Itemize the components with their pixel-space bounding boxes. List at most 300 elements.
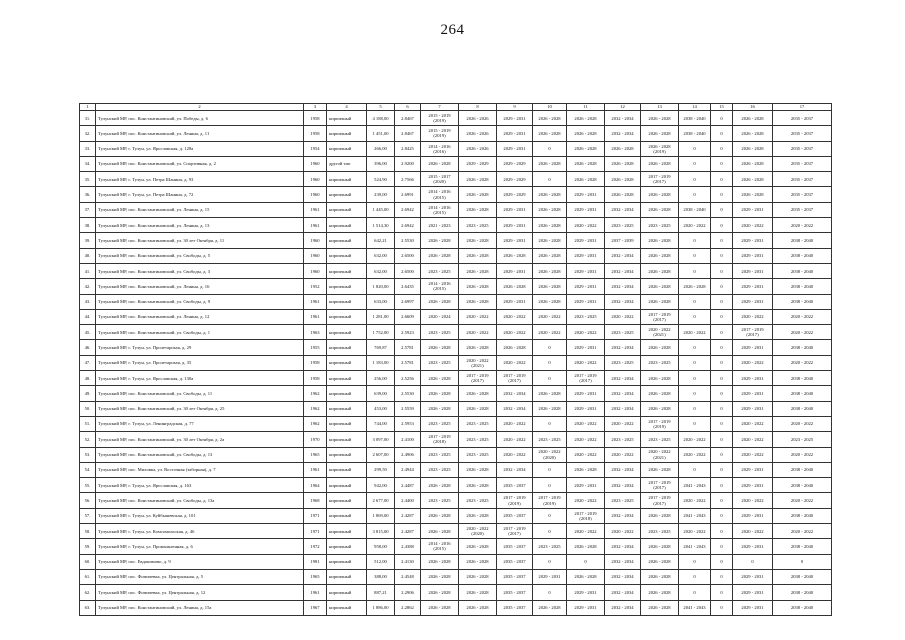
period-cell: 2026 - 2028 <box>421 569 459 584</box>
table-row <box>80 539 832 554</box>
period-cell: 2026 - 2028 <box>421 478 459 493</box>
period-cell: 2020 - 2022 <box>733 355 773 370</box>
period-cell: 0 <box>679 371 711 386</box>
year-cell: 1961 <box>304 218 327 233</box>
year-cell: 1961 <box>304 462 327 477</box>
rate-cell: 2.6500 <box>395 263 421 278</box>
year-cell: 1958 <box>304 371 327 386</box>
period-cell: 2026 - 2028 <box>421 600 459 615</box>
rate-cell: 2.5559 <box>395 401 421 416</box>
period-cell: 2029 - 2031 <box>733 600 773 615</box>
period-cell: 0 <box>711 355 733 370</box>
address-cell: Тулунский МР, г. Тулун, ул. Ярославская, д. 130а <box>96 371 304 386</box>
period-cell: 2020 - 2022 <box>733 493 773 508</box>
period-cell: 2026 - 2028 <box>567 462 605 477</box>
column-number-cell: 5 <box>367 104 395 111</box>
row-index-cell: 48. <box>80 371 96 386</box>
year-cell: 1965 <box>304 569 327 584</box>
period-cell: 2020 - 2022 <box>605 416 641 431</box>
year-cell: 1964 <box>304 478 327 493</box>
year-cell: 1960 <box>304 233 327 248</box>
period-cell: 2026 - 2028 <box>459 340 497 355</box>
wall-type-cell: кирпичный <box>327 508 367 523</box>
period-cell: 2035 - 2037 <box>773 126 832 141</box>
wall-type-cell: кирпичный <box>327 279 367 294</box>
table-row <box>80 416 832 431</box>
area-cell: 2 677,00 <box>367 493 395 508</box>
year-cell: 1961 <box>304 294 327 309</box>
row-index-cell: 32. <box>80 126 96 141</box>
period-cell: 0 <box>711 218 733 233</box>
period-cell: 2017 - 2019 (2017) <box>641 309 679 324</box>
area-cell: 1 445,00 <box>367 202 395 217</box>
wall-type-cell: кирпичный <box>327 539 367 554</box>
period-cell: 2035 - 2037 <box>497 539 533 554</box>
address-cell: Тулунский МР, г. Тулун, ул. Промышленная, д. 6 <box>96 539 304 554</box>
period-cell: 2020 - 2022 <box>679 218 711 233</box>
period-cell: 0 <box>679 355 711 370</box>
rate-cell: 2.4287 <box>395 508 421 523</box>
period-cell: 2032 - 2034 <box>605 340 641 355</box>
row-index-cell: 40. <box>80 248 96 263</box>
period-cell: 0 <box>711 401 733 416</box>
period-cell: 2029 - 2031 <box>567 386 605 401</box>
period-cell: 2023 - 2025 <box>641 432 679 447</box>
period-cell: 2038 - 2040 <box>773 386 832 401</box>
year-cell: 1955 <box>304 340 327 355</box>
period-cell: 2029 - 2029 <box>497 187 533 202</box>
period-cell: 2023 - 2025 <box>459 447 497 462</box>
period-cell: 0 <box>533 355 567 370</box>
period-cell: 2029 - 2031 <box>733 539 773 554</box>
period-cell: 2026 - 2028 <box>567 172 605 187</box>
period-cell: 0 <box>711 279 733 294</box>
rate-cell: 2.6942 <box>395 202 421 217</box>
period-cell: 2020 - 2022 <box>773 493 832 508</box>
period-cell: 2026 - 2028 <box>533 279 567 294</box>
rate-cell: 2.8467 <box>395 126 421 141</box>
period-cell: 0 <box>533 478 567 493</box>
period-cell: 2026 - 2028 <box>459 248 497 263</box>
wall-type-cell: кирпичный <box>327 340 367 355</box>
period-cell: 2032 - 2034 <box>605 478 641 493</box>
period-cell: 2020 - 2022 <box>533 325 567 340</box>
period-cell: 2026 - 2028 <box>459 187 497 202</box>
period-cell: 0 <box>711 493 733 508</box>
period-cell: 2020 - 2022 <box>679 325 711 340</box>
period-cell: 2026 - 2028 <box>533 202 567 217</box>
period-cell: 2020 - 2022 <box>459 325 497 340</box>
period-cell: 2026 - 2028 <box>641 371 679 386</box>
address-cell: Тулунский МР, пос. Константиновский, ул. Свободы, д. 13а <box>96 493 304 508</box>
period-cell: 2020 - 2022 <box>773 309 832 324</box>
period-cell: 0 <box>711 325 733 340</box>
year-cell: 1968 <box>304 493 327 508</box>
area-cell: 769,87 <box>367 340 395 355</box>
wall-type-cell: кирпичный <box>327 554 367 569</box>
column-number-cell: 12 <box>605 104 641 111</box>
area-cell: 1 183,00 <box>367 355 395 370</box>
period-cell: 2026 - 2028 <box>533 294 567 309</box>
period-cell: 0 <box>533 141 567 156</box>
rate-cell: 2.4548 <box>395 569 421 584</box>
period-cell: 2029 - 2031 <box>733 279 773 294</box>
row-index-cell: 55. <box>80 478 96 493</box>
rate-cell: 2.7566 <box>395 172 421 187</box>
wall-type-cell: кирпичный <box>327 416 367 431</box>
column-number-cell: 14 <box>679 104 711 111</box>
period-cell: 2029 - 2031 <box>497 126 533 141</box>
period-cell: 2026 - 2028 <box>533 111 567 126</box>
rate-cell: 2.5530 <box>395 386 421 401</box>
address-cell: Тулунский МР, г. Тулун, ул. Пролетарская, д. 35 <box>96 355 304 370</box>
wall-type-cell: кирпичный <box>327 355 367 370</box>
wall-type-cell: кирпичный <box>327 600 367 615</box>
period-cell: 2020 - 2022 <box>459 309 497 324</box>
period-cell: 2026 - 2028 <box>533 126 567 141</box>
row-index-cell: 46. <box>80 340 96 355</box>
wall-type-cell: кирпичный <box>327 187 367 202</box>
rate-cell: 2.4906 <box>395 447 421 462</box>
address-cell: Тулунский МР, пос. Константиновский, ул. Спортивная, д. 2 <box>96 156 304 171</box>
period-cell: 2020 - 2024 <box>421 309 459 324</box>
row-index-cell: 50. <box>80 401 96 416</box>
column-number-cell: 4 <box>327 104 367 111</box>
year-cell: 1967 <box>304 600 327 615</box>
period-cell: 2023 - 2025 <box>421 416 459 431</box>
period-cell: 2017 - 2019 (2017) <box>497 524 533 539</box>
address-cell: Тулунский МР, пос. Фомичевка, ул. Центральная, д. 12 <box>96 585 304 600</box>
period-cell: 2026 - 2028 <box>641 508 679 523</box>
wall-type-cell: кирпичный <box>327 218 367 233</box>
period-cell: 2035 - 2037 <box>773 111 832 126</box>
period-cell: 2032 - 2034 <box>605 263 641 278</box>
rate-cell: 2.4100 <box>395 432 421 447</box>
period-cell: 2020 - 2022 <box>567 432 605 447</box>
period-cell: 2032 - 2034 <box>605 554 641 569</box>
period-cell: 2035 - 2037 <box>497 508 533 523</box>
period-cell: 0 <box>773 554 832 569</box>
period-cell: 0 <box>679 386 711 401</box>
period-cell: 2026 - 2028 <box>641 401 679 416</box>
period-cell: 0 <box>711 416 733 431</box>
area-cell: 4 188,00 <box>367 111 395 126</box>
period-cell: 0 <box>711 248 733 263</box>
period-cell: 0 <box>679 340 711 355</box>
column-number-cell: 6 <box>395 104 421 111</box>
period-cell: 2026 - 2028 <box>733 126 773 141</box>
column-number-cell: 3 <box>304 104 327 111</box>
period-cell: 0 <box>679 141 711 156</box>
table-row <box>80 294 832 309</box>
period-cell: 2026 - 2028 <box>421 371 459 386</box>
rate-cell: 2.9200 <box>395 156 421 171</box>
rate-cell: 2.5256 <box>395 371 421 386</box>
year-cell: 1954 <box>304 141 327 156</box>
period-cell: 2023 - 2025 <box>641 355 679 370</box>
table-row <box>80 508 832 523</box>
period-cell: 2026 - 2028 <box>533 263 567 278</box>
year-cell: 1962 <box>304 401 327 416</box>
year-cell: 1963 <box>304 325 327 340</box>
area-cell: 632,00 <box>367 248 395 263</box>
area-cell: 3 815,00 <box>367 524 395 539</box>
period-cell: 2023 - 2025 <box>567 309 605 324</box>
table-row <box>80 156 832 171</box>
period-cell: 2029 - 2031 <box>733 248 773 263</box>
period-cell: 2026 - 2028 <box>459 386 497 401</box>
period-cell: 2017 - 2019 (2019) <box>497 493 533 508</box>
period-cell: 2020 - 2022 <box>567 416 605 431</box>
wall-type-cell: кирпичный <box>327 325 367 340</box>
rate-cell: 2.6435 <box>395 279 421 294</box>
period-cell: 0 <box>711 585 733 600</box>
period-cell: 2029 - 2031 <box>497 141 533 156</box>
period-cell: 2032 - 2034 <box>605 279 641 294</box>
wall-type-cell: кирпичный <box>327 141 367 156</box>
area-cell: 1 752,00 <box>367 325 395 340</box>
period-cell: 2026 - 2028 <box>605 187 641 202</box>
period-cell: 0 <box>679 569 711 584</box>
period-cell: 2029 - 2031 <box>497 263 533 278</box>
wall-type-cell: кирпичный <box>327 401 367 416</box>
period-cell: 2026 - 2028 <box>567 111 605 126</box>
period-cell: 2020 - 2022 <box>733 524 773 539</box>
address-cell: Тулунский МР, г. Тулун, ул. Петра Шанина, д. 93 <box>96 172 304 187</box>
wall-type-cell: кирпичный <box>327 432 367 447</box>
table-row <box>80 279 832 294</box>
row-index-cell: 47. <box>80 355 96 370</box>
period-cell: 0 <box>533 371 567 386</box>
period-cell: 2026 - 2028 <box>733 187 773 202</box>
period-cell: 2026 - 2028 <box>497 279 533 294</box>
wall-type-cell: кирпичный <box>327 294 367 309</box>
period-cell: 2026 - 2028 <box>641 111 679 126</box>
year-cell: 1960 <box>304 248 327 263</box>
period-cell: 0 <box>567 554 605 569</box>
wall-type-cell: кирпичный <box>327 585 367 600</box>
year-cell: 1962 <box>304 416 327 431</box>
period-cell: 2017 - 2019 (2017) <box>641 493 679 508</box>
year-cell: 1970 <box>304 432 327 447</box>
area-cell: 633,00 <box>367 294 395 309</box>
period-cell: 2026 - 2028 <box>459 233 497 248</box>
period-cell: 2035 - 2037 <box>773 156 832 171</box>
row-index-cell: 41. <box>80 263 96 278</box>
capital-repair-table <box>79 103 832 616</box>
area-cell: 396,00 <box>367 156 395 171</box>
period-cell: 2026 - 2028 <box>459 539 497 554</box>
address-cell: Тулунский МР, пос. Константиновский, ул. 30 лет Октября, д. 25 <box>96 401 304 416</box>
table-row <box>80 172 832 187</box>
period-cell: 0 <box>711 126 733 141</box>
wall-type-cell: кирпичный <box>327 447 367 462</box>
address-cell: Тулунский МР, пос. Константиновский, ул. Свободы, д. 13 <box>96 447 304 462</box>
period-cell: 0 <box>711 309 733 324</box>
period-cell: 2026 - 2028 <box>641 187 679 202</box>
row-index-cell: 33. <box>80 141 96 156</box>
period-cell: 2029 - 2031 <box>733 233 773 248</box>
area-cell: 1 281,00 <box>367 309 395 324</box>
rate-cell: 2.2862 <box>395 600 421 615</box>
period-cell: 0 <box>533 416 567 431</box>
period-cell: 2029 - 2031 <box>567 478 605 493</box>
address-cell: Тулунский МР, пос. Константиновский, ул. Ленина, д. 13 <box>96 218 304 233</box>
period-cell: 2014 - 2016 (2015) <box>421 539 459 554</box>
wall-type-cell: кирпичный <box>327 233 367 248</box>
period-cell: 2020 - 2022 <box>733 447 773 462</box>
period-cell: 2020 - 2022 <box>533 309 567 324</box>
wall-type-cell: кирпичный <box>327 202 367 217</box>
period-cell: 2035 - 2037 <box>773 202 832 217</box>
period-cell: 2023 - 2025 <box>533 539 567 554</box>
period-cell: 2035 - 2037 <box>497 600 533 615</box>
period-cell: 2026 - 2028 <box>459 585 497 600</box>
table-row <box>80 386 832 401</box>
period-cell: 2023 - 2025 <box>421 493 459 508</box>
period-cell: 2041 - 2043 <box>679 478 711 493</box>
period-cell: 2023 - 2025 <box>533 432 567 447</box>
address-cell: Тулунский МР, пос. Миловка, ул. Восточная (заборная), д. 7 <box>96 462 304 477</box>
period-cell: 2017 - 2019 (2018) <box>421 432 459 447</box>
table-row <box>80 462 832 477</box>
address-cell: Тулунский МР, пос. Константиновский, ул. Ленина, д. 15 <box>96 202 304 217</box>
period-cell: 0 <box>679 263 711 278</box>
period-cell: 2038 - 2040 <box>773 371 832 386</box>
period-cell: 2041 - 2043 <box>679 600 711 615</box>
period-cell: 2029 - 2031 <box>497 202 533 217</box>
period-cell: 2026 - 2028 <box>459 279 497 294</box>
period-cell: 2026 - 2028 (2019) <box>641 141 679 156</box>
period-cell: 0 <box>711 386 733 401</box>
period-cell: 2026 - 2028 <box>459 600 497 615</box>
period-cell: 2029 - 2031 <box>733 585 773 600</box>
address-cell: Тулунский МР, пос. Константиновский, ул. Ленина, д. 11 <box>96 126 304 141</box>
year-cell: 1971 <box>304 508 327 523</box>
period-cell: 2020 - 2022 <box>567 355 605 370</box>
period-cell: 2026 - 2028 <box>459 294 497 309</box>
period-cell: 0 <box>711 202 733 217</box>
year-cell: 1960 <box>304 156 327 171</box>
period-cell: 2015 - 2017 (2020) <box>421 172 459 187</box>
period-cell: 0 <box>711 524 733 539</box>
row-index-cell: 31. <box>80 111 96 126</box>
column-number-cell: 15 <box>711 104 733 111</box>
period-cell: 2026 - 2028 <box>533 233 567 248</box>
period-cell: 2032 - 2034 <box>605 126 641 141</box>
period-cell: 2026 - 2028 <box>421 508 459 523</box>
period-cell: 2026 - 2028 <box>421 156 459 171</box>
period-cell: 2038 - 2040 <box>773 340 832 355</box>
row-index-cell: 43. <box>80 294 96 309</box>
period-cell: 2029 - 2031 <box>497 111 533 126</box>
period-cell: 2038 - 2040 <box>773 233 832 248</box>
address-cell: Тулунский МР, пос. Константиновский, ул. 30 лет Октября, д. 2а <box>96 432 304 447</box>
period-cell: 0 <box>679 416 711 431</box>
period-cell: 2026 - 2028 <box>641 263 679 278</box>
address-cell: Тулунский МР, пос. Константиновский, ул. Свободы, д. 5 <box>96 248 304 263</box>
period-cell: 2026 - 2028 <box>679 279 711 294</box>
address-cell: Тулунский МР, пос. Фомичевка, ул. Центральная, д. 5 <box>96 569 304 584</box>
area-cell: 639,00 <box>367 386 395 401</box>
period-cell: 2026 - 2028 <box>421 233 459 248</box>
period-cell: 2035 - 2037 <box>773 187 832 202</box>
period-cell: 2032 - 2034 <box>605 371 641 386</box>
address-cell: Тулунский МР, пос. Константиновский, ул. Победы, д. 6 <box>96 111 304 126</box>
period-cell: 2020 - 2022 <box>567 218 605 233</box>
period-cell: 2029 - 2029 <box>497 172 533 187</box>
address-cell: Тулунский МР, пос. Константиновский, ул. Свободы, д. 3 <box>96 263 304 278</box>
period-cell: 0 <box>711 478 733 493</box>
period-cell: 0 <box>711 141 733 156</box>
table-body <box>80 111 832 616</box>
period-cell: 2038 - 2040 <box>773 478 832 493</box>
period-cell: 0 <box>679 401 711 416</box>
period-cell: 2035 - 2037 <box>773 141 832 156</box>
period-cell: 2026 - 2028 <box>459 401 497 416</box>
period-cell: 0 <box>711 371 733 386</box>
rate-cell: 2.6942 <box>395 218 421 233</box>
row-index-cell: 62. <box>80 585 96 600</box>
period-cell: 2026 - 2028 <box>641 585 679 600</box>
year-cell: 1958 <box>304 111 327 126</box>
column-number-cell: 8 <box>459 104 497 111</box>
table-row <box>80 493 832 508</box>
period-cell: 2020 - 2022 <box>567 325 605 340</box>
wall-type-cell: кирпичный <box>327 386 367 401</box>
area-cell: 2 607,00 <box>367 447 395 462</box>
period-cell: 2017 - 2019 (2019) <box>641 416 679 431</box>
period-cell: 2026 - 2028 <box>533 156 567 171</box>
period-cell: 2020 - 2022 <box>773 524 832 539</box>
period-cell: 2029 - 2031 <box>497 218 533 233</box>
address-cell: Тулунский МР, г. Тулун, ул. Петра Шанина, д. 72 <box>96 187 304 202</box>
address-cell: Тулунский МР, пос. Константиновский, ул. Ленина, д. 16 <box>96 279 304 294</box>
period-cell: 2020 - 2022 <box>679 432 711 447</box>
period-cell: 2038 - 2040 <box>773 539 832 554</box>
period-cell: 2038 - 2040 <box>773 401 832 416</box>
area-cell: 256,00 <box>367 371 395 386</box>
period-cell: 2029 - 2031 <box>567 202 605 217</box>
period-cell: 2026 - 2028 <box>641 202 679 217</box>
period-cell: 2026 - 2028 <box>459 263 497 278</box>
row-index-cell: 35. <box>80 172 96 187</box>
wall-type-cell: кирпичный <box>327 493 367 508</box>
period-cell: 2020 - 2022 (2021) <box>641 447 679 462</box>
rate-cell: 2.4400 <box>395 493 421 508</box>
area-cell: 3 097,00 <box>367 432 395 447</box>
column-number-cell: 13 <box>641 104 679 111</box>
wall-type-cell: кирпичный <box>327 111 367 126</box>
period-cell: 2029 - 2031 <box>567 248 605 263</box>
row-index-cell: 60. <box>80 554 96 569</box>
period-cell: 2026 - 2028 <box>567 156 605 171</box>
rate-cell: 2.2906 <box>395 585 421 600</box>
period-cell: 2029 - 2029 <box>459 156 497 171</box>
period-cell: 2038 - 2040 <box>773 569 832 584</box>
period-cell: 2029 - 2031 <box>733 340 773 355</box>
period-cell: 2023 - 2025 <box>605 325 641 340</box>
period-cell: 2020 - 2022 <box>773 416 832 431</box>
rate-cell: 2.4287 <box>395 524 421 539</box>
period-cell: 2020 - 2022 <box>497 309 533 324</box>
period-cell: 2026 - 2028 <box>567 569 605 584</box>
period-cell: 0 <box>711 508 733 523</box>
period-cell: 2037 - 2039 <box>605 233 641 248</box>
period-cell: 2023 - 2025 <box>421 325 459 340</box>
period-cell: 2032 - 2034 <box>605 600 641 615</box>
rate-cell: 2.4944 <box>395 462 421 477</box>
